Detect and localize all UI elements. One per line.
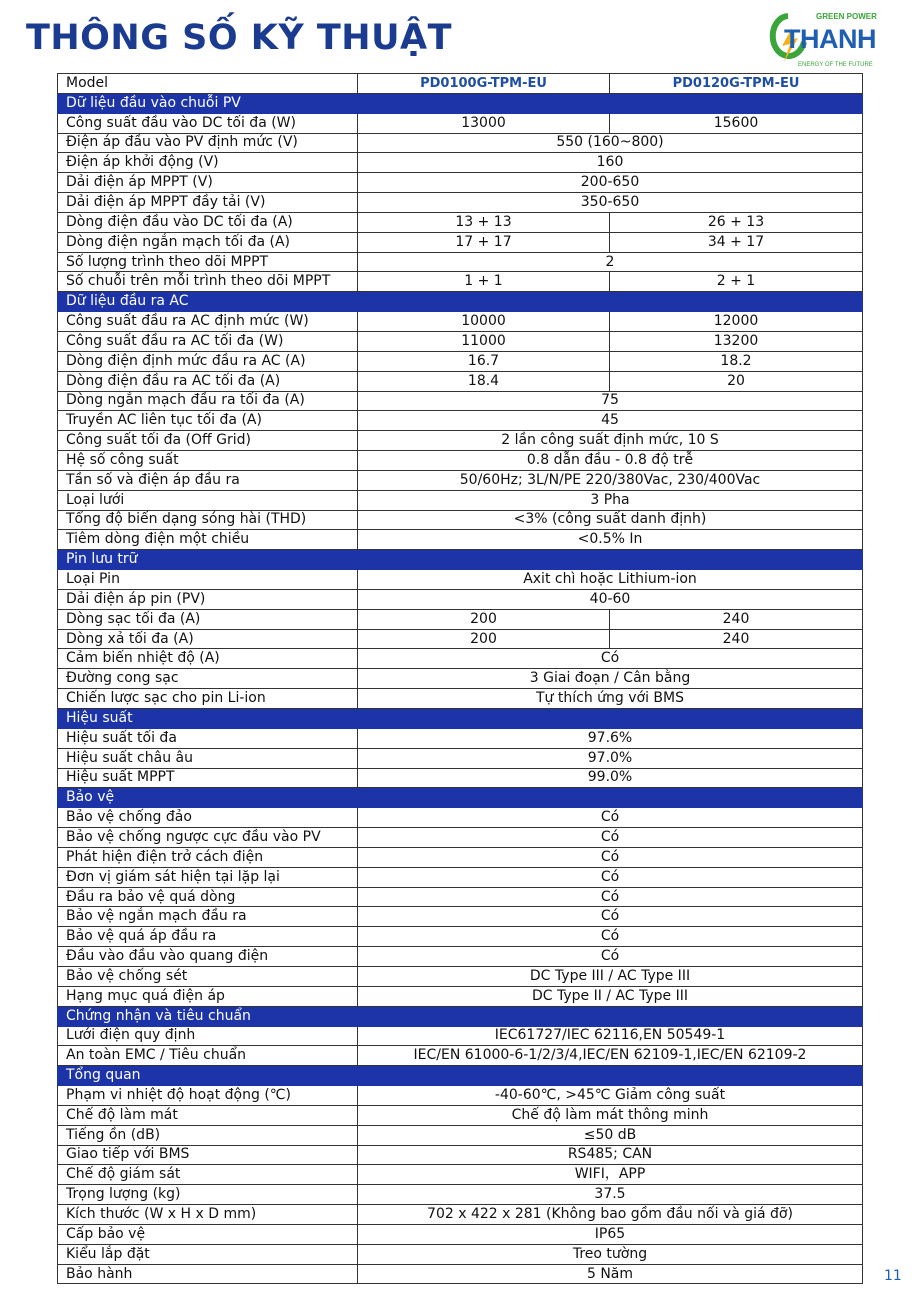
row-value-shared: IEC61727/IEC 62116,EN 50549-1	[358, 1026, 863, 1046]
row-value-shared: ≤50 dB	[358, 1125, 863, 1145]
row-value-model-2: 240	[610, 629, 863, 649]
row-label: Truyền AC liên tục tối đa (A)	[58, 411, 358, 431]
row-value-shared: 350-650	[358, 193, 863, 213]
row-label: Hệ số công suất	[58, 451, 358, 471]
table-row	[58, 728, 863, 748]
row-value-model-1: 18.4	[358, 371, 610, 391]
logo-name: THANH	[784, 24, 876, 54]
section-filler	[358, 292, 863, 312]
row-value-shared: Có	[358, 867, 863, 887]
row-value-model-2: 2 + 1	[610, 272, 863, 292]
table-row	[58, 1165, 863, 1185]
table-row	[58, 1145, 863, 1165]
table-row	[58, 133, 863, 153]
row-value-shared: 50/60Hz; 3L/N/PE 220/380Vac, 230/400Vac	[358, 470, 863, 490]
table-header-row	[58, 74, 863, 94]
row-label: Phạm vi nhiệt độ hoạt động (℃)	[58, 1086, 358, 1106]
row-value-model-1: 10000	[358, 312, 610, 332]
table-row	[58, 570, 863, 590]
row-label: An toàn EMC / Tiêu chuẩn	[58, 1046, 358, 1066]
table-row	[58, 689, 863, 709]
row-value-shared: 5 Năm	[358, 1264, 863, 1284]
row-label: Giao tiếp với BMS	[58, 1145, 358, 1165]
table-row	[58, 153, 863, 173]
section-title: Dữ liệu đầu ra AC	[58, 292, 358, 312]
section-header-row	[58, 1066, 863, 1086]
row-label: Kiểu lắp đặt	[58, 1244, 358, 1264]
company-logo	[768, 6, 896, 72]
row-value-model-1: 13000	[358, 113, 610, 133]
row-label: Dải điện áp MPPT (V)	[58, 173, 358, 193]
table-row	[58, 1026, 863, 1046]
logo-top-text: GREEN POWER	[816, 12, 877, 21]
row-value-shared: Có	[358, 649, 863, 669]
table-row	[58, 312, 863, 332]
row-label: Đầu ra bảo vệ quá dòng	[58, 887, 358, 907]
table-row	[58, 927, 863, 947]
row-label: Tổng độ biến dạng sóng hài (THD)	[58, 510, 358, 530]
row-label: Bảo vệ chống sét	[58, 966, 358, 986]
row-label: Loại Pin	[58, 570, 358, 590]
table-row	[58, 768, 863, 788]
row-value-shared: 99.0%	[358, 768, 863, 788]
section-title: Dữ liệu đầu vào chuỗi PV	[58, 93, 358, 113]
table-row	[58, 272, 863, 292]
table-row	[58, 748, 863, 768]
section-title: Hiệu suất	[58, 709, 358, 729]
row-value-shared: Có	[358, 887, 863, 907]
row-label: Dòng sạc tối đa (A)	[58, 609, 358, 629]
row-label: Số chuỗi trên mỗi trình theo dõi MPPT	[58, 272, 358, 292]
row-label: Dòng xả tối đa (A)	[58, 629, 358, 649]
table-row	[58, 1224, 863, 1244]
row-label: Dòng ngắn mạch đầu ra tối đa (A)	[58, 391, 358, 411]
table-row	[58, 887, 863, 907]
table-row	[58, 490, 863, 510]
row-value-shared: 37.5	[358, 1185, 863, 1205]
row-label: Số lượng trình theo dõi MPPT	[58, 252, 358, 272]
table-row	[58, 431, 863, 451]
row-label: Dải điện áp MPPT đầy tải (V)	[58, 193, 358, 213]
row-value-shared: Có	[358, 847, 863, 867]
table-row	[58, 589, 863, 609]
section-filler	[358, 1006, 863, 1026]
table-row	[58, 113, 863, 133]
row-label: Công suất đầu ra AC tối đa (W)	[58, 331, 358, 351]
table-row	[58, 828, 863, 848]
row-value-model-2: 26 + 13	[610, 212, 863, 232]
table-row	[58, 470, 863, 490]
row-label: Bảo vệ chống đảo	[58, 808, 358, 828]
table-row	[58, 391, 863, 411]
row-value-shared: 200-650	[358, 173, 863, 193]
row-value-shared: <0.5% In	[358, 530, 863, 550]
section-filler	[358, 93, 863, 113]
row-label: Trọng lượng (kg)	[58, 1185, 358, 1205]
table-row	[58, 1244, 863, 1264]
row-label: Điện áp khởi động (V)	[58, 153, 358, 173]
row-label: Hiệu suất châu âu	[58, 748, 358, 768]
table-row	[58, 808, 863, 828]
table-row	[58, 252, 863, 272]
row-label: Dòng điện đầu vào DC tối đa (A)	[58, 212, 358, 232]
table-row	[58, 351, 863, 371]
row-label: Dòng điện ngắn mạch tối đa (A)	[58, 232, 358, 252]
row-value-shared: 160	[358, 153, 863, 173]
row-label: Đường cong sạc	[58, 669, 358, 689]
row-value-model-2: 15600	[610, 113, 863, 133]
table-row	[58, 331, 863, 351]
row-value-shared: 2 lần công suất định mức, 10 S	[358, 431, 863, 451]
table-row	[58, 986, 863, 1006]
table-row	[58, 947, 863, 967]
row-label: Lưới điện quy định	[58, 1026, 358, 1046]
row-value-shared: 45	[358, 411, 863, 431]
section-header-row	[58, 93, 863, 113]
row-value-shared: Có	[358, 907, 863, 927]
table-row	[58, 173, 863, 193]
table-row	[58, 1205, 863, 1225]
section-filler	[358, 550, 863, 570]
row-label: Cảm biến nhiệt độ (A)	[58, 649, 358, 669]
table-row	[58, 629, 863, 649]
section-header-row	[58, 292, 863, 312]
section-title: Tổng quan	[58, 1066, 358, 1086]
table-row	[58, 1105, 863, 1125]
row-value-shared: 3 Giai đoạn / Cân bằng	[358, 669, 863, 689]
row-value-shared: 75	[358, 391, 863, 411]
table-row	[58, 867, 863, 887]
table-row	[58, 451, 863, 471]
row-label: Hạng mục quá điện áp	[58, 986, 358, 1006]
row-label: Chế độ giám sát	[58, 1165, 358, 1185]
row-value-shared: DC Type III / AC Type III	[358, 966, 863, 986]
section-filler	[358, 1066, 863, 1086]
row-value-shared: 3 Pha	[358, 490, 863, 510]
row-value-shared: 97.6%	[358, 728, 863, 748]
section-header-row	[58, 788, 863, 808]
table-row	[58, 1185, 863, 1205]
row-value-model-1: 200	[358, 629, 610, 649]
row-value-shared: RS485; CAN	[358, 1145, 863, 1165]
table-row	[58, 609, 863, 629]
page-title: THÔNG SỐ KỸ THUẬT	[26, 18, 452, 58]
row-value-model-2: 12000	[610, 312, 863, 332]
row-label: Công suất tối đa (Off Grid)	[58, 431, 358, 451]
row-value-shared: 40-60	[358, 589, 863, 609]
row-label: Đơn vị giám sát hiện tại lặp lại	[58, 867, 358, 887]
row-value-shared: DC Type II / AC Type III	[358, 986, 863, 1006]
row-label: Bảo vệ chống ngược cực đầu vào PV	[58, 828, 358, 848]
row-label: Cấp bảo vệ	[58, 1224, 358, 1244]
row-label: Bảo vệ ngắn mạch đầu ra	[58, 907, 358, 927]
row-value-model-2: 240	[610, 609, 863, 629]
table-row	[58, 193, 863, 213]
table-row	[58, 212, 863, 232]
spec-table	[57, 73, 863, 1284]
row-value-model-2: 18.2	[610, 351, 863, 371]
section-header-row	[58, 550, 863, 570]
row-value-shared: Có	[358, 828, 863, 848]
row-value-shared: WIFI，APP	[358, 1165, 863, 1185]
row-value-shared: 97.0%	[358, 748, 863, 768]
header-model-1: PD0100G-TPM-EU	[358, 74, 610, 94]
row-value-model-1: 1 + 1	[358, 272, 610, 292]
table-row	[58, 907, 863, 927]
header-model-2: PD0120G-TPM-EU	[610, 74, 863, 94]
table-row	[58, 232, 863, 252]
row-value-shared: 0.8 dẫn đầu - 0.8 độ trễ	[358, 451, 863, 471]
row-label: Dải điện áp pin (PV)	[58, 589, 358, 609]
table-row	[58, 669, 863, 689]
row-value-model-1: 17 + 17	[358, 232, 610, 252]
row-value-shared: Treo tường	[358, 1244, 863, 1264]
section-header-row	[58, 709, 863, 729]
section-filler	[358, 788, 863, 808]
row-value-shared: IEC/EN 61000-6-1/2/3/4,IEC/EN 62109-1,IEC/EN 62109-2	[358, 1046, 863, 1066]
row-label: Hiệu suất tối đa	[58, 728, 358, 748]
table-row	[58, 649, 863, 669]
row-label: Điện áp đầu vào PV định mức (V)	[58, 133, 358, 153]
section-title: Chứng nhận và tiêu chuẩn	[58, 1006, 358, 1026]
row-label: Công suất đầu vào DC tối đa (W)	[58, 113, 358, 133]
page-number: 11	[884, 1268, 902, 1284]
row-value-model-2: 13200	[610, 331, 863, 351]
table-row	[58, 847, 863, 867]
row-value-shared: Tự thích ứng với BMS	[358, 689, 863, 709]
row-label: Công suất đầu ra AC định mức (W)	[58, 312, 358, 332]
row-value-shared: Axit chì hoặc Lithium-ion	[358, 570, 863, 590]
section-filler	[358, 709, 863, 729]
section-title: Bảo vệ	[58, 788, 358, 808]
row-label: Loại lưới	[58, 490, 358, 510]
row-label: Dòng điện định mức đầu ra AC (A)	[58, 351, 358, 371]
row-value-shared: 550 (160~800)	[358, 133, 863, 153]
table-row	[58, 966, 863, 986]
table-row	[58, 1046, 863, 1066]
row-value-shared: 702 x 422 x 281 (Không bao gồm đầu nối và giá đỡ)	[358, 1205, 863, 1225]
row-value-shared: -40-60℃, >45℃ Giảm công suất	[358, 1086, 863, 1106]
header-label: Model	[58, 74, 358, 94]
table-row	[58, 1125, 863, 1145]
row-label: Bảo hành	[58, 1264, 358, 1284]
row-label: Phát hiện điện trở cách điện	[58, 847, 358, 867]
section-title: Pin lưu trữ	[58, 550, 358, 570]
row-value-model-2: 20	[610, 371, 863, 391]
row-label: Tiếng ồn (dB)	[58, 1125, 358, 1145]
table-row	[58, 510, 863, 530]
section-header-row	[58, 1006, 863, 1026]
table-row	[58, 1264, 863, 1284]
table-row	[58, 371, 863, 391]
row-value-shared: Có	[358, 927, 863, 947]
table-row	[58, 411, 863, 431]
row-value-model-1: 13 + 13	[358, 212, 610, 232]
row-value-model-1: 200	[358, 609, 610, 629]
row-label: Hiệu suất MPPT	[58, 768, 358, 788]
row-value-model-1: 16.7	[358, 351, 610, 371]
row-label: Tiêm dòng điện một chiều	[58, 530, 358, 550]
row-label: Đầu vào đầu vào quang điện	[58, 947, 358, 967]
row-value-model-1: 11000	[358, 331, 610, 351]
table-row	[58, 530, 863, 550]
row-value-shared: Có	[358, 947, 863, 967]
row-label: Dòng điện đầu ra AC tối đa (A)	[58, 371, 358, 391]
row-label: Tần số và điện áp đầu ra	[58, 470, 358, 490]
row-value-model-2: 34 + 17	[610, 232, 863, 252]
row-value-shared: Chế độ làm mát thông minh	[358, 1105, 863, 1125]
row-value-shared: IP65	[358, 1224, 863, 1244]
table-row	[58, 1086, 863, 1106]
row-label: Chiến lược sạc cho pin Li-ion	[58, 689, 358, 709]
row-label: Chế độ làm mát	[58, 1105, 358, 1125]
row-value-shared: Có	[358, 808, 863, 828]
logo-tagline: ENERGY OF THE FUTURE	[798, 62, 873, 68]
row-label: Kích thước (W x H x D mm)	[58, 1205, 358, 1225]
row-value-shared: <3% (công suất danh định)	[358, 510, 863, 530]
row-label: Bảo vệ quá áp đầu ra	[58, 927, 358, 947]
row-value-shared: 2	[358, 252, 863, 272]
